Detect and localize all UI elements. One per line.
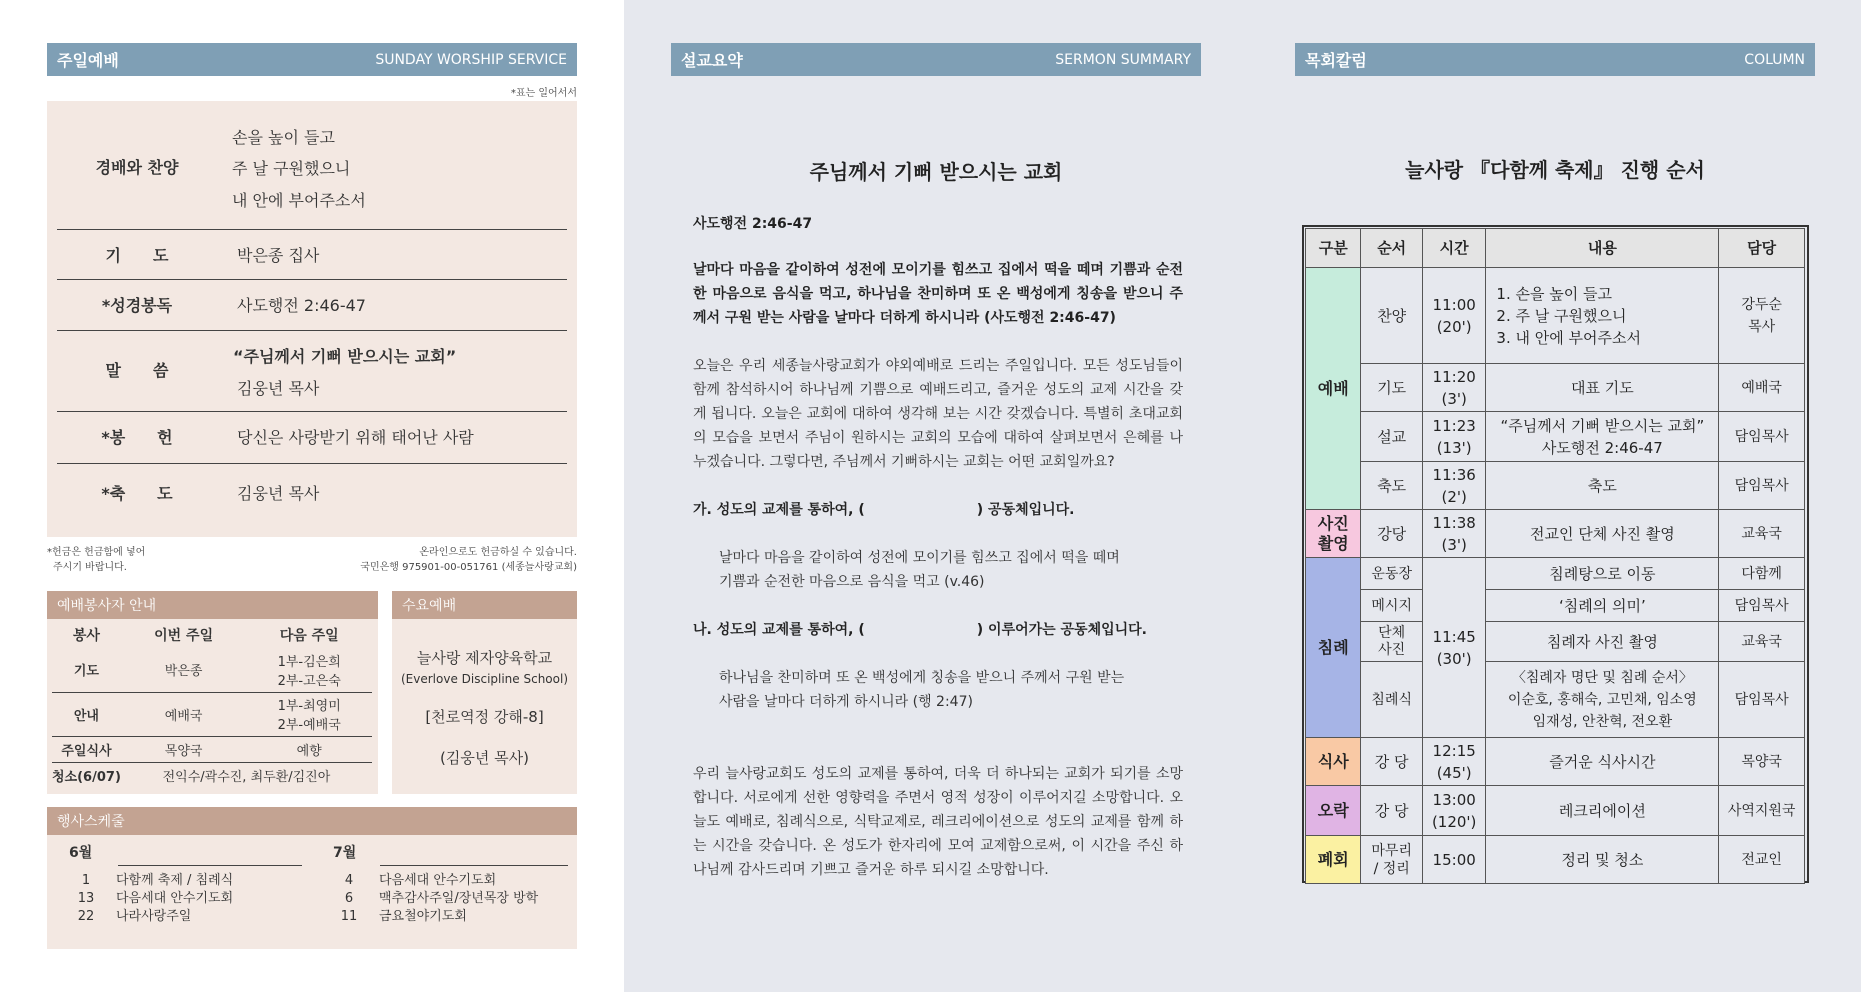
verse-line: 기쁨과 순전한 마음으로 음식을 먹고 (v.46): [719, 574, 985, 590]
june-rule: [118, 865, 302, 866]
june-label: 6월: [69, 845, 93, 861]
offering-note-left: [47, 545, 145, 575]
worship-header-en: SUNDAY WORSHIP SERVICE: [375, 51, 567, 68]
offering-value: 당신은 사랑받기 위해 태어난 사람: [237, 428, 474, 447]
order: 운동장: [1361, 558, 1422, 590]
content-line: 이순호, 홍해숙, 고민채, 임소영: [1507, 691, 1697, 708]
point-2-verse: [719, 666, 1179, 714]
event-day: 4: [344, 873, 354, 888]
service-next: 예향: [296, 743, 322, 759]
table-row: [52, 762, 372, 788]
sermon-point-1: 가. 성도의 교제를 통하여, ( ) 공동체입니다.: [693, 502, 1075, 518]
charge: 교육국: [1719, 510, 1805, 558]
cleaning-value: 전익수/곽수진, 최두환/김진아: [162, 769, 331, 785]
event-text: 나라사랑주일: [116, 909, 192, 924]
worship-order: [47, 101, 577, 537]
table-row: [52, 648, 372, 692]
event-day: 11: [340, 909, 358, 924]
content: 즐거운 식사시간: [1486, 738, 1719, 786]
table-row: [1306, 836, 1805, 884]
wed-preacher: (김웅년 목사): [440, 749, 529, 767]
sermon-ref: 사도행전 2:46-47: [693, 216, 813, 232]
wed-school-en: (Everlove Discipline School): [400, 672, 569, 686]
col-header: 구분: [1306, 229, 1361, 268]
category-meal: 식사: [1306, 738, 1361, 786]
order: 기도: [1361, 364, 1422, 412]
verse-line: 날마다 마음을 같이하여 성전에 모이기를 힘쓰고 집에서 떡을 떼며: [719, 550, 1120, 566]
charge: 담임목사: [1719, 412, 1805, 462]
order: 설교: [1361, 412, 1422, 462]
charge: 강두순 목사: [1719, 268, 1805, 364]
praise-label: 경배와 찬양: [95, 158, 179, 177]
service-this: 목양국: [164, 743, 203, 759]
time: 13:00 (120'): [1422, 786, 1486, 836]
prayer-value: 박은종 집사: [237, 246, 320, 265]
table-row: [1306, 590, 1805, 622]
sermon-title: 주님께서 기뻐 받으시는 교회: [809, 160, 1063, 184]
category-photo: 사진 촬영: [1306, 510, 1361, 558]
service-this: 박은종: [164, 664, 203, 680]
sermon-header-ko: 설교요약: [681, 51, 743, 70]
table-row: [1306, 510, 1805, 558]
table-row: [1306, 364, 1805, 412]
june-events: [70, 872, 233, 926]
bank-account: 국민은행 975901-00-051761 (세종늘사랑교회): [360, 562, 577, 573]
worship-header: [47, 43, 577, 76]
event-day: 13: [77, 891, 95, 906]
table-row: [52, 692, 372, 736]
wed-header: 수요예배: [392, 591, 577, 619]
song-line: 3. 내 안에 부어주소서: [1496, 328, 1641, 347]
service-role: 주일식사: [61, 743, 112, 759]
order: 메시지: [1361, 590, 1422, 622]
sermon-label: 말 씀: [105, 361, 169, 380]
sermon-header-en: SERMON SUMMARY: [1055, 51, 1191, 68]
service-header: 예배봉사자 안내: [47, 591, 378, 619]
sermon-intro: 오늘은 우리 세종늘사랑교회가 야외예배로 드리는 주일입니다. 모든 성도님들이 함께 참석하시어 하나님께 기쁨으로 예배드리고, 즐거운 성도의 교제 시간을 갖게 됩니다. 오늘은 교회에 대하여 생각해 보는 시간 갖겠습니다. 특별히 초대교회의 모습을 보면서 주님이 원하시는 교회의 모습에 대하여 살펴보면서 은혜를 나누겠습니다. 그렇다면, 주님께서 기뻐하시는 교회는 어떤 교회일까요?: [693, 358, 1183, 470]
time: 11:23 (13'): [1422, 412, 1486, 462]
table-row: [52, 622, 372, 648]
table-row: [1306, 229, 1805, 268]
content-line: 사도행전 2:46-47: [1541, 438, 1663, 457]
time: 11:00 (20'): [1422, 268, 1486, 364]
praise-row: [57, 101, 567, 230]
category-baptism: 침례: [1306, 558, 1361, 738]
table-row: [1306, 268, 1805, 364]
content: [1486, 268, 1719, 364]
july-rule: [380, 865, 568, 866]
wed-box: [392, 619, 577, 794]
praise-song: 손을 높이 들고: [232, 128, 335, 147]
service-role: 안내: [73, 708, 99, 724]
list-item: [333, 908, 538, 926]
category-worship: 예배: [1306, 268, 1361, 510]
july-events: [333, 872, 538, 926]
scripture-row: [57, 279, 567, 331]
service-role: 기도: [73, 664, 99, 680]
charge: 담임목사: [1719, 462, 1805, 510]
charge: 사역지원국: [1719, 786, 1805, 836]
charge: 담임목사: [1719, 590, 1805, 622]
order: 강 당: [1361, 738, 1422, 786]
order: 강당: [1361, 510, 1422, 558]
order: 침례식: [1361, 662, 1422, 738]
offering-note-right: [360, 545, 577, 575]
content: [1486, 662, 1719, 738]
event-text: 맥추감사주일/장년목장 방학: [379, 891, 539, 906]
event-day: 22: [77, 909, 95, 924]
column-header-ko: 목회칼럼: [1305, 51, 1367, 70]
content: ‘침례의 의미’: [1486, 590, 1719, 622]
event-text: 금요철야기도회: [379, 909, 467, 924]
table-row: [1306, 622, 1805, 662]
event-text: 다음세대 안수기도회: [116, 891, 234, 906]
charge: 목양국: [1719, 738, 1805, 786]
event-text: 다함께 축제 / 침례식: [116, 873, 234, 888]
verse-line: 하나님을 찬미하며 또 온 백성에게 칭송을 받으니 주께서 구원 받는: [719, 670, 1125, 686]
time: 11:20 (3'): [1422, 364, 1486, 412]
charge: 예배국: [1719, 364, 1805, 412]
column-title: 늘사랑 『다함께 축제』 진행 순서: [1405, 158, 1705, 182]
content: 대표 기도: [1486, 364, 1719, 412]
events-header: 행사스케줄: [47, 807, 577, 835]
praise-song: 내 안에 부어주소서: [232, 191, 366, 210]
table-row: [1306, 558, 1805, 590]
offering-note-line: 주시기 바랍니다.: [53, 562, 127, 573]
scripture-label: *성경봉독: [101, 296, 173, 315]
col-header: 순서: [1361, 229, 1422, 268]
col-header: 내용: [1486, 229, 1719, 268]
wed-topic: [천로역정 강해-8]: [425, 708, 544, 726]
charge: 교육국: [1719, 622, 1805, 662]
service-next: [246, 648, 372, 692]
offering-note-line: *헌금은 헌금함에 넣어: [47, 547, 146, 558]
column-header-en: COLUMN: [1744, 51, 1805, 68]
col-header: 담당: [1719, 229, 1805, 268]
time: 12:15 (45'): [1422, 738, 1486, 786]
program-table: [1305, 228, 1805, 884]
benediction-label: *축 도: [101, 484, 173, 503]
content: 정리 및 청소: [1486, 836, 1719, 884]
col-header: 이번 주일: [154, 628, 214, 644]
content-line: 임재성, 안찬혁, 전오환: [1532, 713, 1673, 730]
list-item: [333, 890, 538, 908]
content: 침례자 사진 촬영: [1486, 622, 1719, 662]
sermon-conclusion: 우리 늘사랑교회도 성도의 교제를 통하여, 더욱 더 하나되는 교회가 되기를 소망합니다. 서로에게 선한 영향력을 주면서 영적 성장이 이루어지길 소망합니다. 오늘도 예배로, 침례식으로, 식탁교제로, 레크리에이션으로 성도의 교제를 함께 하는 시간을 갖습니다. 온 성도가 한자리에 모여 교제함으로써, 이 시간을 주신 하나님께 감사드리며 기쁘고 즐거운 하루 되시길 소망합니다.: [693, 766, 1183, 878]
order: 단체 사진: [1361, 622, 1422, 662]
table-row: [1306, 738, 1805, 786]
scripture-value: 사도행전 2:46-47: [237, 296, 366, 315]
charge: 담임목사: [1719, 662, 1805, 738]
charge: 전교인: [1719, 836, 1805, 884]
benediction-row: [57, 463, 567, 523]
event-day: 1: [81, 873, 91, 888]
sermon-header: [671, 43, 1201, 76]
charge: 다함께: [1719, 558, 1805, 590]
service-next-line: 2부-고은숙: [277, 673, 341, 689]
offering-row: [57, 411, 567, 464]
prayer-row: [57, 229, 567, 280]
wed-school: 늘사랑 제자양육학교: [416, 649, 553, 667]
table-row: [1306, 786, 1805, 836]
content: 축도: [1486, 462, 1719, 510]
order: 강 당: [1361, 786, 1422, 836]
praise-song: 주 날 구원했으니: [232, 159, 351, 178]
list-item: [70, 890, 233, 908]
list-item: [70, 908, 233, 926]
content-line: “주님께서 기뻐 받으시는 교회”: [1500, 416, 1705, 435]
service-table: [52, 622, 372, 788]
content: 침례탕으로 이동: [1486, 558, 1719, 590]
time: 11:38 (3'): [1422, 510, 1486, 558]
content: 레크리에이션: [1486, 786, 1719, 836]
sermon-row: [57, 330, 567, 412]
event-day: 6: [344, 891, 354, 906]
online-offering-note: 온라인으로도 헌금하실 수 있습니다.: [419, 547, 577, 558]
song-line: 2. 주 날 구원했으니: [1496, 306, 1627, 325]
order: 축도: [1361, 462, 1422, 510]
category-rec: 오락: [1306, 786, 1361, 836]
offering-label: *봉 헌: [101, 428, 173, 447]
time: 11:45 (30'): [1422, 558, 1486, 738]
content-line: 〈침례자 명단 및 침례 순서〉: [1511, 669, 1693, 686]
service-next-line: 2부-예배국: [277, 718, 341, 733]
table-row: [1306, 662, 1805, 738]
service-this: 예배국: [164, 708, 203, 724]
order: 찬양: [1361, 268, 1422, 364]
july-label: 7월: [333, 845, 357, 861]
point-1-verse: [719, 546, 1179, 594]
col-header: 봉사: [72, 628, 100, 644]
standing-note: *표는 일어서서: [510, 88, 577, 99]
sermon-title: “주님께서 기뻐 받으시는 교회”: [233, 347, 457, 366]
worship-header-ko: 주일예배: [57, 51, 119, 70]
service-next: [246, 692, 372, 736]
content: [1486, 412, 1719, 462]
list-item: [333, 872, 538, 890]
song-line: 1. 손을 높이 들고: [1496, 284, 1612, 303]
sermon-point-2: 나. 성도의 교제를 통하여, ( ) 이루어가는 공동체입니다.: [693, 622, 1147, 638]
category-close: 폐회: [1306, 836, 1361, 884]
sermon-verse: 날마다 마음을 같이하여 성전에 모이기를 힘쓰고 집에서 떡을 떼며 기쁨과 순전한 마음으로 음식을 먹고, 하나님을 찬미하며 또 온 백성에게 칭송을 받으니 주께서 구원 받는 사람을 날마다 더하게 하시니라 (사도행전 2:46-47): [693, 262, 1183, 326]
table-row: [1306, 412, 1805, 462]
service-next-line: 1부-김은희: [277, 654, 341, 670]
table-row: [1306, 462, 1805, 510]
sermon-preacher: 김웅년 목사: [237, 379, 320, 398]
benediction-value: 김웅년 목사: [237, 484, 320, 503]
col-header: 시간: [1422, 229, 1486, 268]
time: 11:36 (2'): [1422, 462, 1486, 510]
verse-line: 사람을 날마다 더하게 하시니라 (행 2:47): [719, 694, 973, 710]
content: 전교인 단체 사진 촬영: [1486, 510, 1719, 558]
prayer-label: 기 도: [105, 246, 169, 265]
event-text: 다음세대 안수기도회: [379, 873, 497, 888]
column-header: [1295, 43, 1815, 76]
col-header: 다음 주일: [279, 628, 339, 644]
table-row: [52, 736, 372, 762]
cleaning-label: 청소(6/07): [52, 769, 121, 785]
time: 15:00: [1422, 836, 1486, 884]
list-item: [70, 872, 233, 890]
service-next-line: 1부-최영미: [277, 699, 341, 714]
order: 마무리 / 정리: [1361, 836, 1422, 884]
